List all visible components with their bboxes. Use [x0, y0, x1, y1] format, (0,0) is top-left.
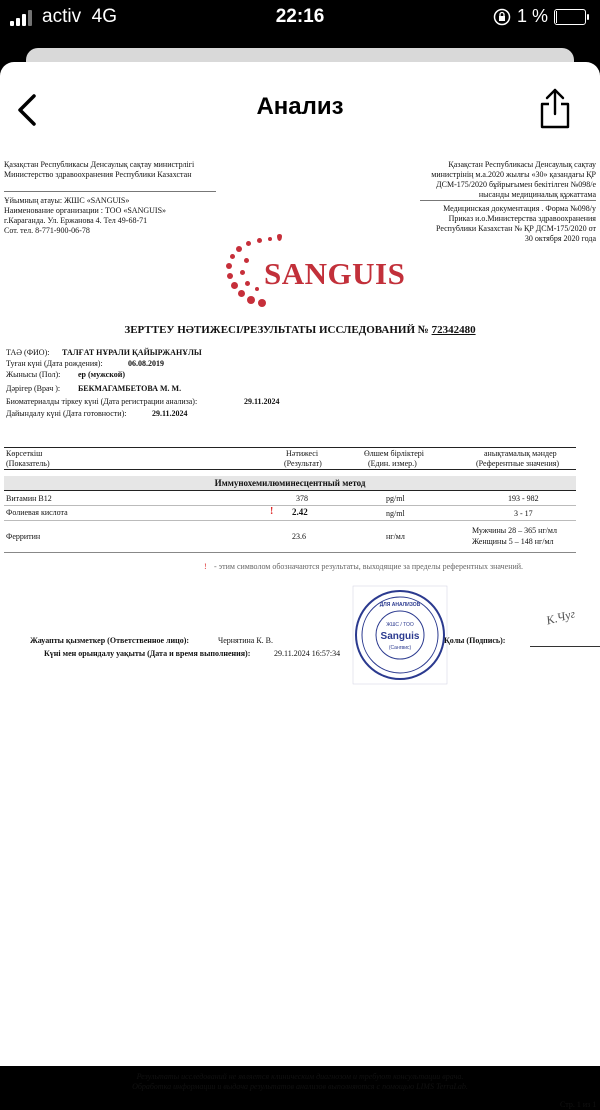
- table-row-name: Фолиевая кислота: [6, 508, 68, 517]
- col-header: Көрсеткіш: [6, 449, 43, 458]
- note-flag-icon: !: [204, 562, 207, 571]
- sex-label: Жынысы (Пол):: [6, 370, 61, 379]
- form-line: Республики Казахстан № ҚР ДСМ-175/2020 от: [436, 224, 596, 233]
- ministry-ru: Министерство здравоохранения Республики Казахстан: [4, 170, 192, 179]
- col-header: Өлшем бірліктері: [364, 449, 424, 458]
- col-header: (Референтные значения): [476, 459, 560, 468]
- table-row-name: Ферритин: [6, 532, 41, 541]
- datetime-value: 29.11.2024 16:57:34: [274, 649, 341, 658]
- org-line: г.Караганда. Ул. Ержанова 4. Тел 49-68-71: [4, 216, 148, 225]
- battery-icon: [554, 9, 586, 25]
- responsible-label: Жауапты қызметкер (Ответственное лицо):: [30, 636, 190, 645]
- table-row-ref: Женщины 5 – 148 нг/мл: [472, 537, 554, 546]
- table-row-unit: pg/ml: [386, 494, 405, 503]
- table-row-unit: ng/ml: [386, 509, 405, 518]
- form-line: Приказ и.о.Министерства здравоохранения: [448, 214, 596, 223]
- modal-sheet: [0, 62, 600, 1109]
- header-right-line: нысанды медициналық құжаттама: [478, 190, 596, 199]
- datetime-label: Күні мен орындалу уақыты (Дата и время выполнения):: [44, 649, 251, 658]
- flag-icon: !: [270, 506, 274, 517]
- stamp-text: Sanguis: [380, 631, 420, 642]
- header-right-line: министрінің м.а.2020 жылғы «30» қазандағы ҚР: [431, 170, 596, 179]
- col-header: (Един. измер.): [368, 459, 417, 468]
- stamp-sub-text: ЖШС / ТОО: [386, 622, 414, 628]
- table-row-ref: 193 - 982: [508, 494, 539, 503]
- ready-date: 29.11.2024: [152, 409, 188, 418]
- form-line: Медицинская документация . Форма №098/у: [443, 204, 596, 213]
- network-type: 4G: [91, 6, 117, 27]
- official-stamp-icon: [352, 585, 448, 685]
- brand-logo-text: SANGUIS: [264, 256, 406, 291]
- table-row-result: 378: [296, 494, 308, 503]
- signature-label: Қолы (Подпись):: [444, 636, 506, 645]
- footer-disclaimer: Результаты исследований не является клиническим диагнозом и требуют консультации врача.: [136, 1072, 464, 1081]
- signature: К.Чуг: [544, 606, 577, 628]
- reg-date: 29.11.2024: [244, 397, 280, 406]
- col-header: (Результат): [284, 459, 322, 468]
- status-right: [493, 6, 586, 27]
- battery-percent: 1 %: [516, 6, 548, 26]
- ministry-kz: Қазақстан Республикасы Денсаулық сақтау министрлігі: [4, 160, 195, 169]
- sex-value: ер (мужской): [78, 370, 125, 379]
- doctor-value: БЕКМАГАМБЕТОВА М. М.: [78, 384, 182, 393]
- table-row-ref: 3 - 17: [514, 509, 533, 518]
- patient-name: ТАЛҒАТ НҰРАЛИ ҚАЙЫРЖАНҰЛЫ: [62, 348, 202, 357]
- orientation-lock-icon: [493, 8, 511, 26]
- header-right-line: Қазақстан Республикасы Денсаулық сақтау: [448, 160, 596, 169]
- table-row-result: 23.6: [292, 532, 306, 541]
- legend-note: - этим символом обозначаются результаты, выходящие за пределы референтных значений.: [214, 562, 524, 571]
- table-row-name: Витамин B12: [6, 494, 52, 503]
- nav-bar: [0, 62, 600, 152]
- stamp-top-text: ДЛЯ АНАЛИЗОВ: [379, 602, 421, 608]
- ready-label: Дайындалу күні (Дата готовности):: [6, 409, 127, 418]
- fio-label: ТАӘ (ФИО):: [6, 348, 50, 357]
- reg-label: Биоматериалды тіркеу күні (Дата регистрации анализа):: [6, 397, 198, 406]
- org-line: Сот. тел. 8-771-900-06-78: [4, 226, 90, 235]
- method-header: Иммунохемилюминесцентный метод: [4, 476, 576, 490]
- table-row-unit: нг/мл: [386, 532, 405, 541]
- col-header: анықтамалық мәндер: [484, 449, 557, 458]
- doctor-label: Дәрігер (Врач ):: [6, 384, 61, 393]
- org-line: Наименование организации : ТОО «SANGUIS»: [4, 206, 167, 215]
- table-row-result: 2.42: [292, 507, 308, 517]
- stamp-sub-text: (Сангвис): [388, 645, 412, 651]
- col-header: (Показатель): [6, 459, 50, 468]
- col-header: Нәтижесі: [286, 449, 319, 458]
- responsible-name: Чернятина К. В.: [218, 636, 273, 645]
- org-line: Ұйымның атауы: ЖШС «SANGUIS»: [4, 196, 130, 205]
- analysis-document: [0, 160, 600, 1109]
- page-number: Стр. 1 из 1: [560, 1100, 597, 1109]
- page-title: Анализ: [256, 93, 344, 120]
- dob-label: Туған күні (Дата рождения):: [6, 359, 103, 368]
- share-icon[interactable]: [538, 86, 572, 130]
- footer-lims: Обработка информации и выдача результатов анализов выполняются с помощью LIMS TerraLab.: [132, 1082, 468, 1091]
- carrier-name: activ 4G: [42, 6, 117, 27]
- header-right-line: ДСМ-175/2020 бұйрығымен бекітілген №098/е: [436, 180, 596, 189]
- table-row-ref: Мужчины 28 – 365 нг/мл: [472, 526, 557, 535]
- clock: 22:16: [275, 6, 325, 27]
- report-number: 72342480: [431, 324, 476, 336]
- report-title: ЗЕРТТЕУ НӘТИЖЕСІ/РЕЗУЛЬТАТЫ ИССЛЕДОВАНИЙ № 72342480: [124, 324, 476, 336]
- form-line: 30 октября 2020 года: [524, 234, 596, 243]
- status-bar: [0, 0, 600, 36]
- dob-value: 06.08.2019: [128, 359, 164, 368]
